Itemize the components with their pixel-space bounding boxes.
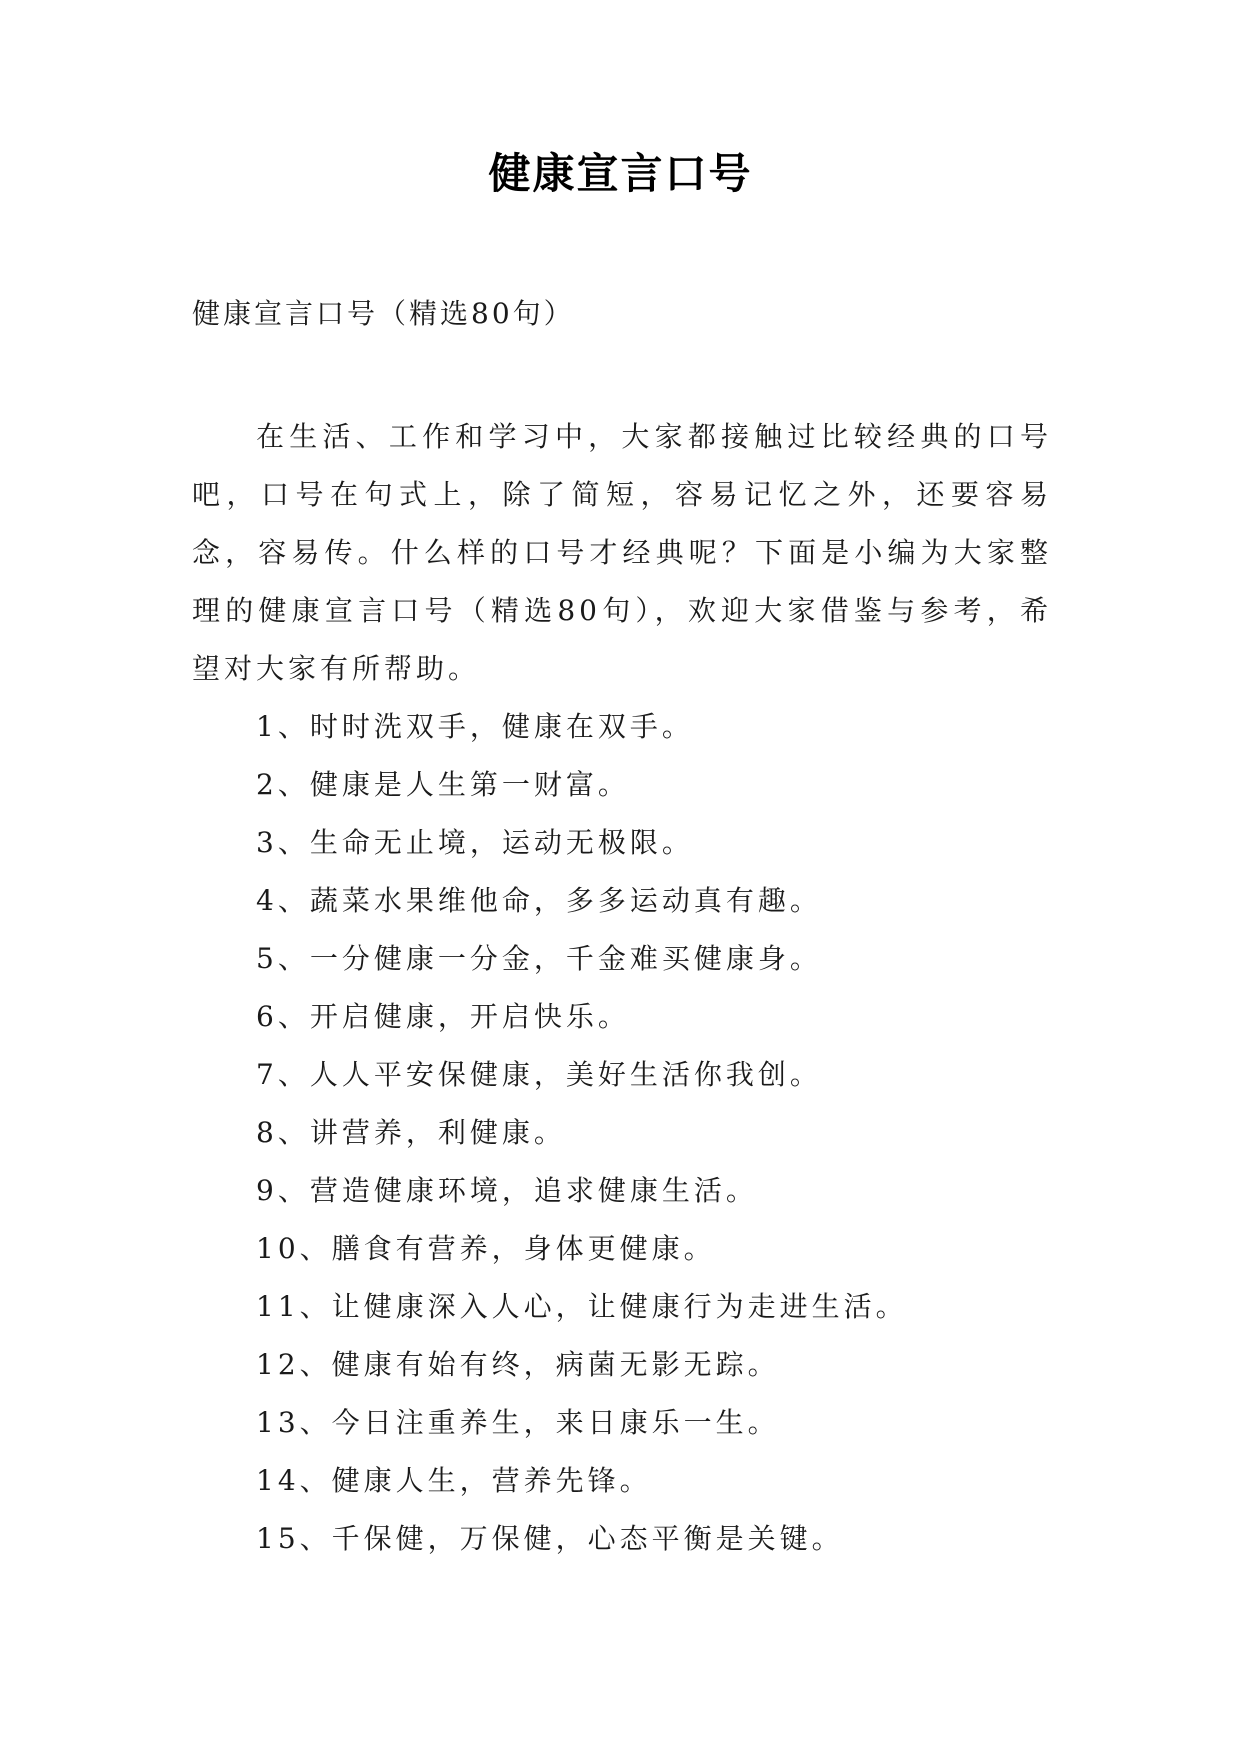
slogan-item: 11、让健康深入人心，让健康行为走进生活。 [256, 1290, 908, 1323]
slogan-item: 7、人人平安保健康，美好生活你我创。 [256, 1058, 822, 1091]
intro-paragraph: 在生活、工作和学习中，大家都接触过比较经典的口号吧，口号在句式上，除了简短，容易记忆之外，还要容易念，容易传。什么样的口号才经典呢？下面是小编为大家整理的健康宣言口号（精选80句），欢迎大家借鉴与参考，希望对大家有所帮助。 [192, 420, 1052, 685]
slogan-item: 1、时时洗双手，健康在双手。 [256, 710, 694, 743]
slogan-item: 4、蔬菜水果维他命，多多运动真有趣。 [256, 884, 822, 917]
document-subtitle: 健康宣言口号（精选80句） [192, 297, 575, 330]
slogan-list [256, 698, 1076, 1568]
slogan-item: 15、千保健，万保健，心态平衡是关键。 [256, 1522, 844, 1555]
slogan-item: 2、健康是人生第一财富。 [256, 768, 630, 801]
document-title: 健康宣言口号 [488, 149, 753, 198]
slogan-item: 3、生命无止境，运动无极限。 [256, 826, 694, 859]
slogan-item: 13、今日注重养生，来日康乐一生。 [256, 1406, 780, 1439]
slogan-item: 5、一分健康一分金，千金难买健康身。 [256, 942, 822, 975]
slogan-item: 12、健康有始有终，病菌无影无踪。 [256, 1348, 780, 1381]
slogan-item: 6、开启健康，开启快乐。 [256, 1000, 630, 1033]
slogan-item: 10、膳食有营养，身体更健康。 [256, 1232, 716, 1265]
slogan-item: 9、营造健康环境，追求健康生活。 [256, 1174, 758, 1207]
slogan-item: 14、健康人生，营养先锋。 [256, 1464, 652, 1497]
slogan-item: 8、讲营养，利健康。 [256, 1116, 566, 1149]
